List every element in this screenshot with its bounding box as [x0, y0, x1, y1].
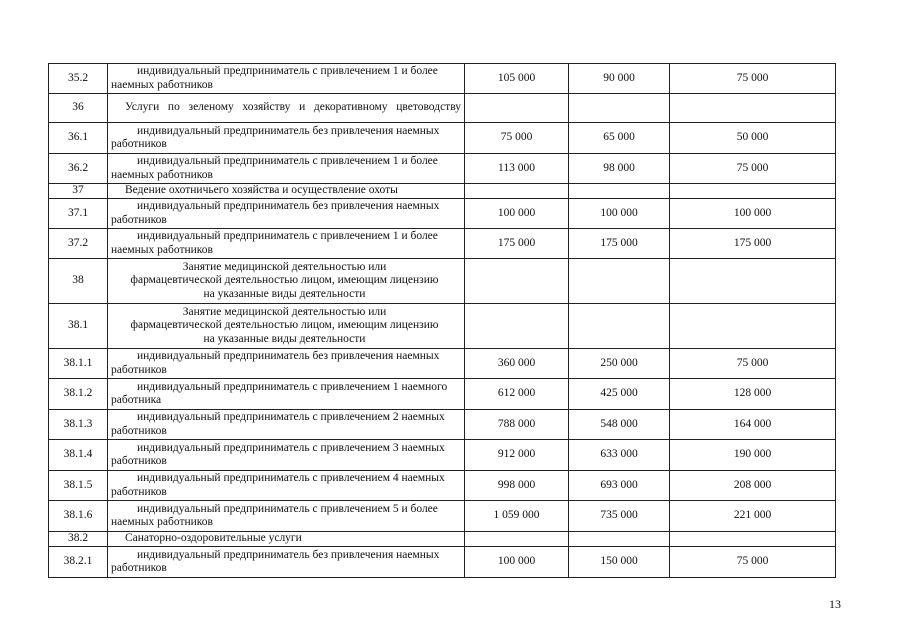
row-value-3: 75 000	[670, 64, 836, 94]
description-line: на указанные виды деятельности	[203, 332, 366, 345]
row-value-2: 90 000	[569, 64, 670, 94]
row-description: индивидуальный предприниматель с привлечением 1 наемного работника	[108, 379, 465, 410]
row-code: 38.1.1	[49, 349, 108, 379]
tariff-table-body	[49, 64, 836, 578]
row-code: 38.1.5	[49, 471, 108, 501]
row-value-3: 75 000	[670, 547, 836, 578]
row-value-3: 175 000	[670, 229, 836, 259]
table-row	[49, 64, 836, 94]
row-value-3: 190 000	[670, 440, 836, 471]
row-value-3: 128 000	[670, 379, 836, 410]
row-value-1	[465, 94, 569, 123]
row-value-3	[670, 304, 836, 349]
row-code: 38.2.1	[49, 547, 108, 578]
table-row	[49, 154, 836, 184]
row-value-2	[569, 259, 670, 304]
table-row	[49, 94, 836, 123]
row-value-1: 612 000	[465, 379, 569, 410]
row-value-2: 100 000	[569, 199, 670, 229]
row-value-1: 105 000	[465, 64, 569, 94]
row-description	[108, 304, 465, 349]
row-value-1: 360 000	[465, 349, 569, 379]
row-value-1	[465, 184, 569, 199]
row-value-1: 788 000	[465, 410, 569, 440]
table-row	[49, 123, 836, 154]
description-line: фармацевтической деятельностью лицом, имеющим лицензию	[130, 274, 439, 287]
row-code: 35.2	[49, 64, 108, 94]
row-value-2	[569, 304, 670, 349]
row-value-1: 998 000	[465, 471, 569, 501]
row-description: индивидуальный предприниматель с привлечением 2 наемных работников	[108, 410, 465, 440]
row-value-1: 100 000	[465, 547, 569, 578]
row-code: 36.1	[49, 123, 108, 154]
table-row	[49, 199, 836, 229]
description-line: фармацевтической деятельностью лицом, имеющим лицензию	[130, 319, 439, 332]
row-value-2: 633 000	[569, 440, 670, 471]
row-value-2: 98 000	[569, 154, 670, 184]
row-code: 38.2	[49, 532, 108, 547]
row-value-3: 75 000	[670, 154, 836, 184]
table-row	[49, 304, 836, 349]
row-description: Услуги по зеленому хозяйству и декоративному цветоводству	[108, 94, 465, 123]
row-description: индивидуальный предприниматель с привлечением 3 наемных работников	[108, 440, 465, 471]
row-description: индивидуальный предприниматель с привлечением 1 и более наемных работников	[108, 64, 465, 94]
row-value-2	[569, 184, 670, 199]
row-value-3: 50 000	[670, 123, 836, 154]
row-value-3	[670, 94, 836, 123]
row-value-1: 175 000	[465, 229, 569, 259]
row-code: 37.1	[49, 199, 108, 229]
description-line: Занятие медицинской деятельностью или	[182, 305, 387, 318]
row-value-3	[670, 184, 836, 199]
row-value-3	[670, 259, 836, 304]
row-value-3: 164 000	[670, 410, 836, 440]
row-description: индивидуальный предприниматель без привлечения наемных работников	[108, 547, 465, 578]
row-description: индивидуальный предприниматель с привлечением 5 и более наемных работников	[108, 501, 465, 532]
table-row	[49, 471, 836, 501]
row-code: 38.1.6	[49, 501, 108, 532]
row-value-2: 65 000	[569, 123, 670, 154]
row-value-1	[465, 532, 569, 547]
row-value-1: 912 000	[465, 440, 569, 471]
row-value-2: 250 000	[569, 349, 670, 379]
row-code: 38.1.4	[49, 440, 108, 471]
row-value-2: 693 000	[569, 471, 670, 501]
page-number: 13	[829, 597, 841, 611]
row-code: 38.1	[49, 304, 108, 349]
row-code: 38.1.2	[49, 379, 108, 410]
table-row	[49, 229, 836, 259]
table-row	[49, 184, 836, 199]
row-value-3: 208 000	[670, 471, 836, 501]
row-code: 37.2	[49, 229, 108, 259]
row-description: индивидуальный предприниматель без привлечения наемных работников	[108, 123, 465, 154]
row-value-2	[569, 94, 670, 123]
row-code: 38.1.3	[49, 410, 108, 440]
row-description: индивидуальный предприниматель без привлечения наемных работников	[108, 349, 465, 379]
description-line: Занятие медицинской деятельностью или	[182, 260, 387, 273]
row-value-2: 735 000	[569, 501, 670, 532]
row-code: 37	[49, 184, 108, 199]
row-description: Санаторно-оздоровительные услуги	[108, 532, 465, 547]
row-value-2: 150 000	[569, 547, 670, 578]
row-code: 38	[49, 259, 108, 304]
row-value-1: 113 000	[465, 154, 569, 184]
table-row	[49, 532, 836, 547]
table-row	[49, 501, 836, 532]
row-code: 36.2	[49, 154, 108, 184]
table-row	[49, 379, 836, 410]
row-value-3: 221 000	[670, 501, 836, 532]
row-value-1: 75 000	[465, 123, 569, 154]
description-line: на указанные виды деятельности	[203, 287, 366, 300]
row-value-1: 1 059 000	[465, 501, 569, 532]
row-value-2: 548 000	[569, 410, 670, 440]
row-value-3: 100 000	[670, 199, 836, 229]
table-row	[49, 410, 836, 440]
row-value-2	[569, 532, 670, 547]
row-description: индивидуальный предприниматель с привлечением 1 и более наемных работников	[108, 229, 465, 259]
row-value-1	[465, 304, 569, 349]
row-value-2: 175 000	[569, 229, 670, 259]
row-value-3: 75 000	[670, 349, 836, 379]
row-value-1	[465, 259, 569, 304]
table-row	[49, 349, 836, 379]
row-value-2: 425 000	[569, 379, 670, 410]
table-row	[49, 547, 836, 578]
row-description: индивидуальный предприниматель с привлечением 4 наемных работников	[108, 471, 465, 501]
table-row	[49, 259, 836, 304]
row-description: индивидуальный предприниматель с привлечением 1 и более наемных работников	[108, 154, 465, 184]
row-description	[108, 259, 465, 304]
row-code: 36	[49, 94, 108, 123]
row-description: Ведение охотничьего хозяйства и осуществление охоты	[108, 184, 465, 199]
tariff-table	[48, 63, 836, 578]
table-row	[49, 440, 836, 471]
row-description: индивидуальный предприниматель без привлечения наемных работников	[108, 199, 465, 229]
row-value-3	[670, 532, 836, 547]
row-value-1: 100 000	[465, 199, 569, 229]
